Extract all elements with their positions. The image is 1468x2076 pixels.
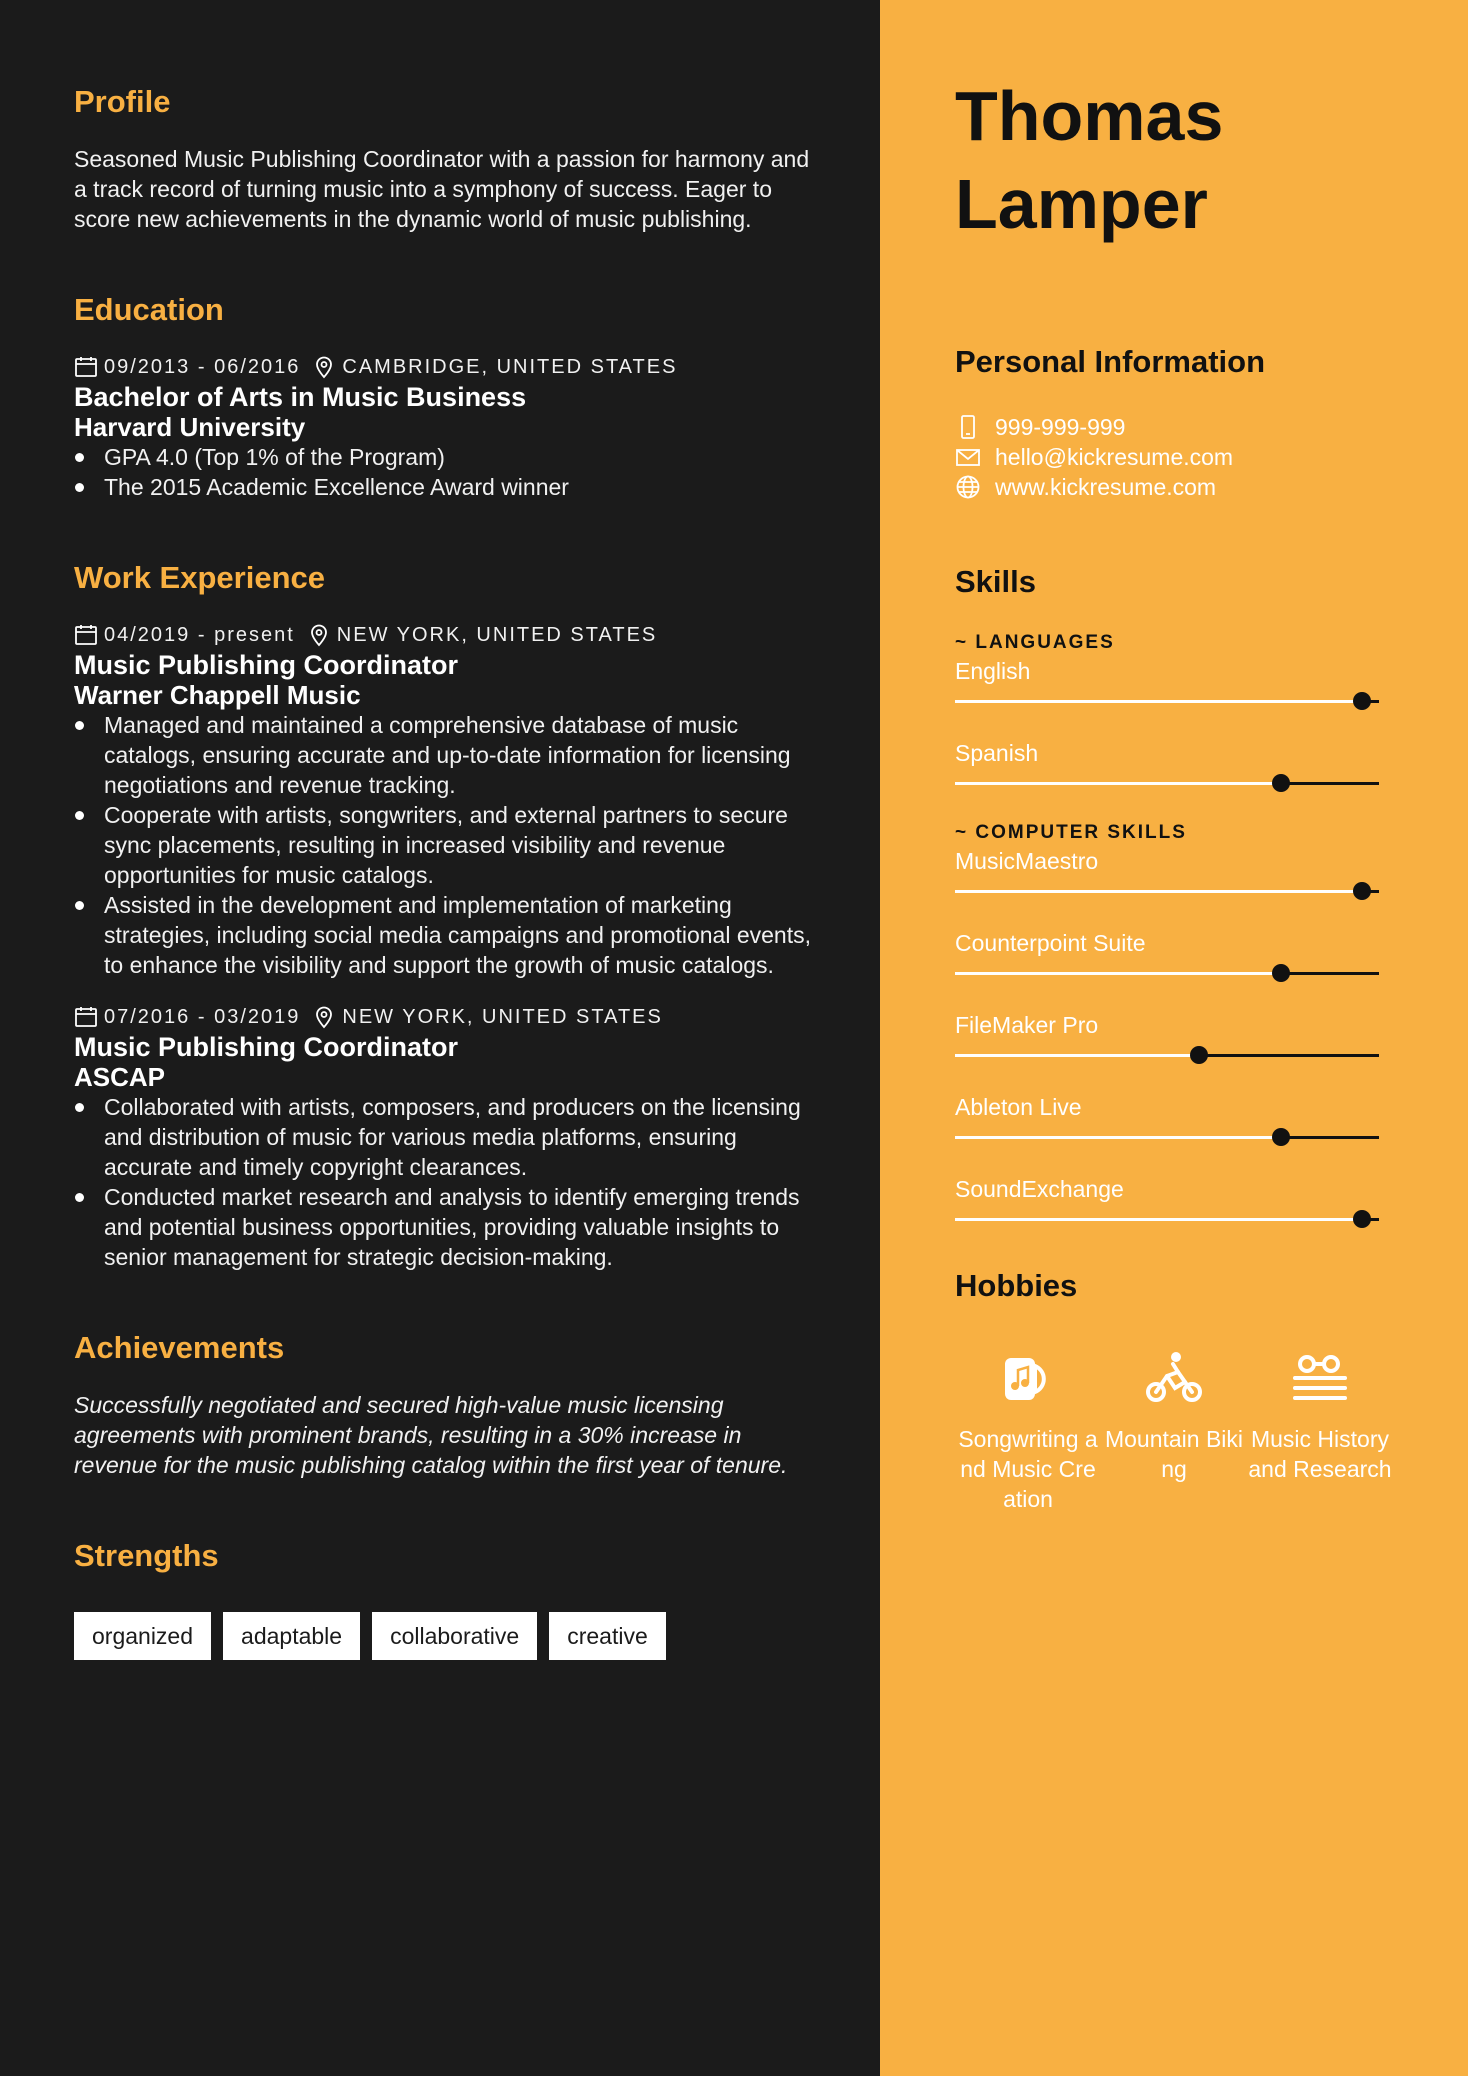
hobbies-list [955,1348,1395,1514]
globe-icon [955,474,981,500]
phone-icon [955,414,981,440]
skill-item [955,846,1395,898]
skill-level-bar [955,694,1379,708]
glasses-books-icon [1289,1348,1351,1410]
skill-level-knob [1353,1210,1371,1228]
skill-item [955,656,1395,708]
location-pin-icon [312,355,336,379]
list-item: Assisted in the development and implementation of marketing strategies, including social media campaigns and promotional events, to enhance the visibility and support the growth of music catalogs. [74,890,814,980]
work-heading: Work Experience [74,560,325,595]
skill-name: FileMaker Pro [955,1012,1099,1038]
strength-chip: collaborative [372,1612,537,1660]
education-meta [74,352,814,382]
education-school: Harvard University [74,412,306,442]
website-text[interactable]: www.kickresume.com [995,473,1217,500]
job-meta [74,1002,814,1032]
list-item: Cooperate with artists, songwriters, and external partners to secure sync placements, resulting in increased visibility and revenue opportunities for music catalogs. [74,800,814,890]
hobby-label: Music History and Research [1248,1426,1392,1482]
skill-level-bar [955,776,1379,790]
skill-item [955,738,1395,790]
list-item: GPA 4.0 (Top 1% of the Program) [74,442,814,472]
hobby-item [1101,1348,1247,1514]
skill-name: Spanish [955,740,1039,766]
skills-section [955,562,1395,1226]
email-text[interactable]: hello@kickresume.com [995,443,1234,470]
website-row [955,472,1395,502]
strength-chip: creative [549,1612,666,1660]
job-bullets [74,1092,814,1272]
location-pin-icon [312,1005,336,1029]
calendar-icon [74,623,98,647]
skill-name: Ableton Live [955,1094,1082,1120]
strengths-section [74,1536,814,1660]
strength-chip: organized [74,1612,211,1660]
education-location: CAMBRIDGE, UNITED STATES [342,355,678,378]
skill-level-knob [1272,774,1290,792]
last-name: Lamper [955,165,1208,243]
job-role: Music Publishing Coordinator [74,1032,458,1062]
skill-level-bar [955,1048,1379,1062]
achievements-section [74,1328,814,1480]
job-entry [74,620,814,980]
skills-heading: Skills [955,564,1036,599]
skill-level-bar [955,966,1379,980]
job-bullets [74,710,814,980]
skill-group-label: ~ LANGUAGES [955,632,1115,653]
skill-level-bar [955,884,1379,898]
hobbies-heading: Hobbies [955,1268,1078,1303]
hobby-label: Mountain Biking [1104,1426,1244,1482]
skill-name: Counterpoint Suite [955,930,1146,956]
job-company: ASCAP [74,1062,166,1092]
list-item: The 2015 Academic Excellence Award winner [74,472,814,502]
skill-name: MusicMaestro [955,848,1099,874]
skill-item [955,928,1395,980]
envelope-icon [955,444,981,470]
job-role: Music Publishing Coordinator [74,650,458,680]
education-heading: Education [74,292,224,327]
job-company: Warner Chappell Music [74,680,361,710]
list-item: Managed and maintained a comprehensive database of music catalogs, ensuring accurate and up-to-date information for licensing negotiations and revenue tracking. [74,710,814,800]
strength-chip: adaptable [223,1612,360,1660]
skill-item [955,1092,1395,1144]
cyclist-icon [1143,1348,1205,1410]
hobby-item [1247,1348,1393,1514]
education-section [74,290,814,502]
profile-heading: Profile [74,84,171,119]
skill-item [955,1174,1395,1226]
skill-name: English [955,658,1031,684]
calendar-icon [74,355,98,379]
work-section [74,558,814,1272]
contact-list [955,412,1395,502]
profile-text: Seasoned Music Publishing Coordinator with a passion for harmony and a track record of turning music into a symphony of success. Eager to score new achievements in the dynamic world of music publishing. [74,146,810,232]
skill-level-knob [1272,964,1290,982]
phone-text: 999-999-999 [995,413,1126,440]
name-block [955,72,1395,248]
list-item: Collaborated with artists, composers, and producers on the licensing and distribution of music for various media platforms, ensuring accurate and timely copyright clearances. [74,1092,814,1182]
job-entry [74,1002,814,1272]
calendar-icon [74,1005,98,1029]
education-bullets [74,442,814,502]
skill-level-knob [1272,1128,1290,1146]
personal-info-section [955,342,1395,502]
education-degree: Bachelor of Arts in Music Business [74,382,527,412]
job-location: NEW YORK, UNITED STATES [342,1005,663,1028]
job-dates: 04/2019 - present [104,623,295,646]
achievements-heading: Achievements [74,1330,285,1365]
skill-name: SoundExchange [955,1176,1124,1202]
skill-level-knob [1190,1046,1208,1064]
first-name: Thomas [955,77,1224,155]
skill-item [955,1010,1395,1062]
job-dates: 07/2016 - 03/2019 [104,1005,301,1028]
job-meta [74,620,814,650]
email-row [955,442,1395,472]
hobby-label: Songwriting and Music Creation [958,1426,1098,1512]
hobby-item [955,1348,1101,1514]
skill-level-knob [1353,882,1371,900]
location-pin-icon [307,623,331,647]
strengths-heading: Strengths [74,1538,219,1573]
education-dates: 09/2013 - 06/2016 [104,355,301,378]
music-note-icon [997,1348,1059,1410]
personal-info-heading: Personal Information [955,344,1266,379]
strengths-chips [74,1612,814,1660]
skill-level-bar [955,1130,1379,1144]
right-column [880,0,1468,2076]
skill-group-label: ~ COMPUTER SKILLS [955,822,1187,843]
skill-level-bar [955,1212,1379,1226]
hobbies-section [955,1266,1395,1514]
achievements-text: Successfully negotiated and secured high-value music licensing agreements with prominent brands, resulting in a 30% increase in revenue for the music publishing catalog within the first year of tenure. [74,1392,788,1478]
skill-level-knob [1353,692,1371,710]
profile-section [74,82,814,234]
job-location: NEW YORK, UNITED STATES [336,623,658,646]
list-item: Conducted market research and analysis to identify emerging trends and potential business opportunities, providing valuable insights to senior management for strategic decision-making. [74,1182,814,1272]
phone-row [955,412,1395,442]
